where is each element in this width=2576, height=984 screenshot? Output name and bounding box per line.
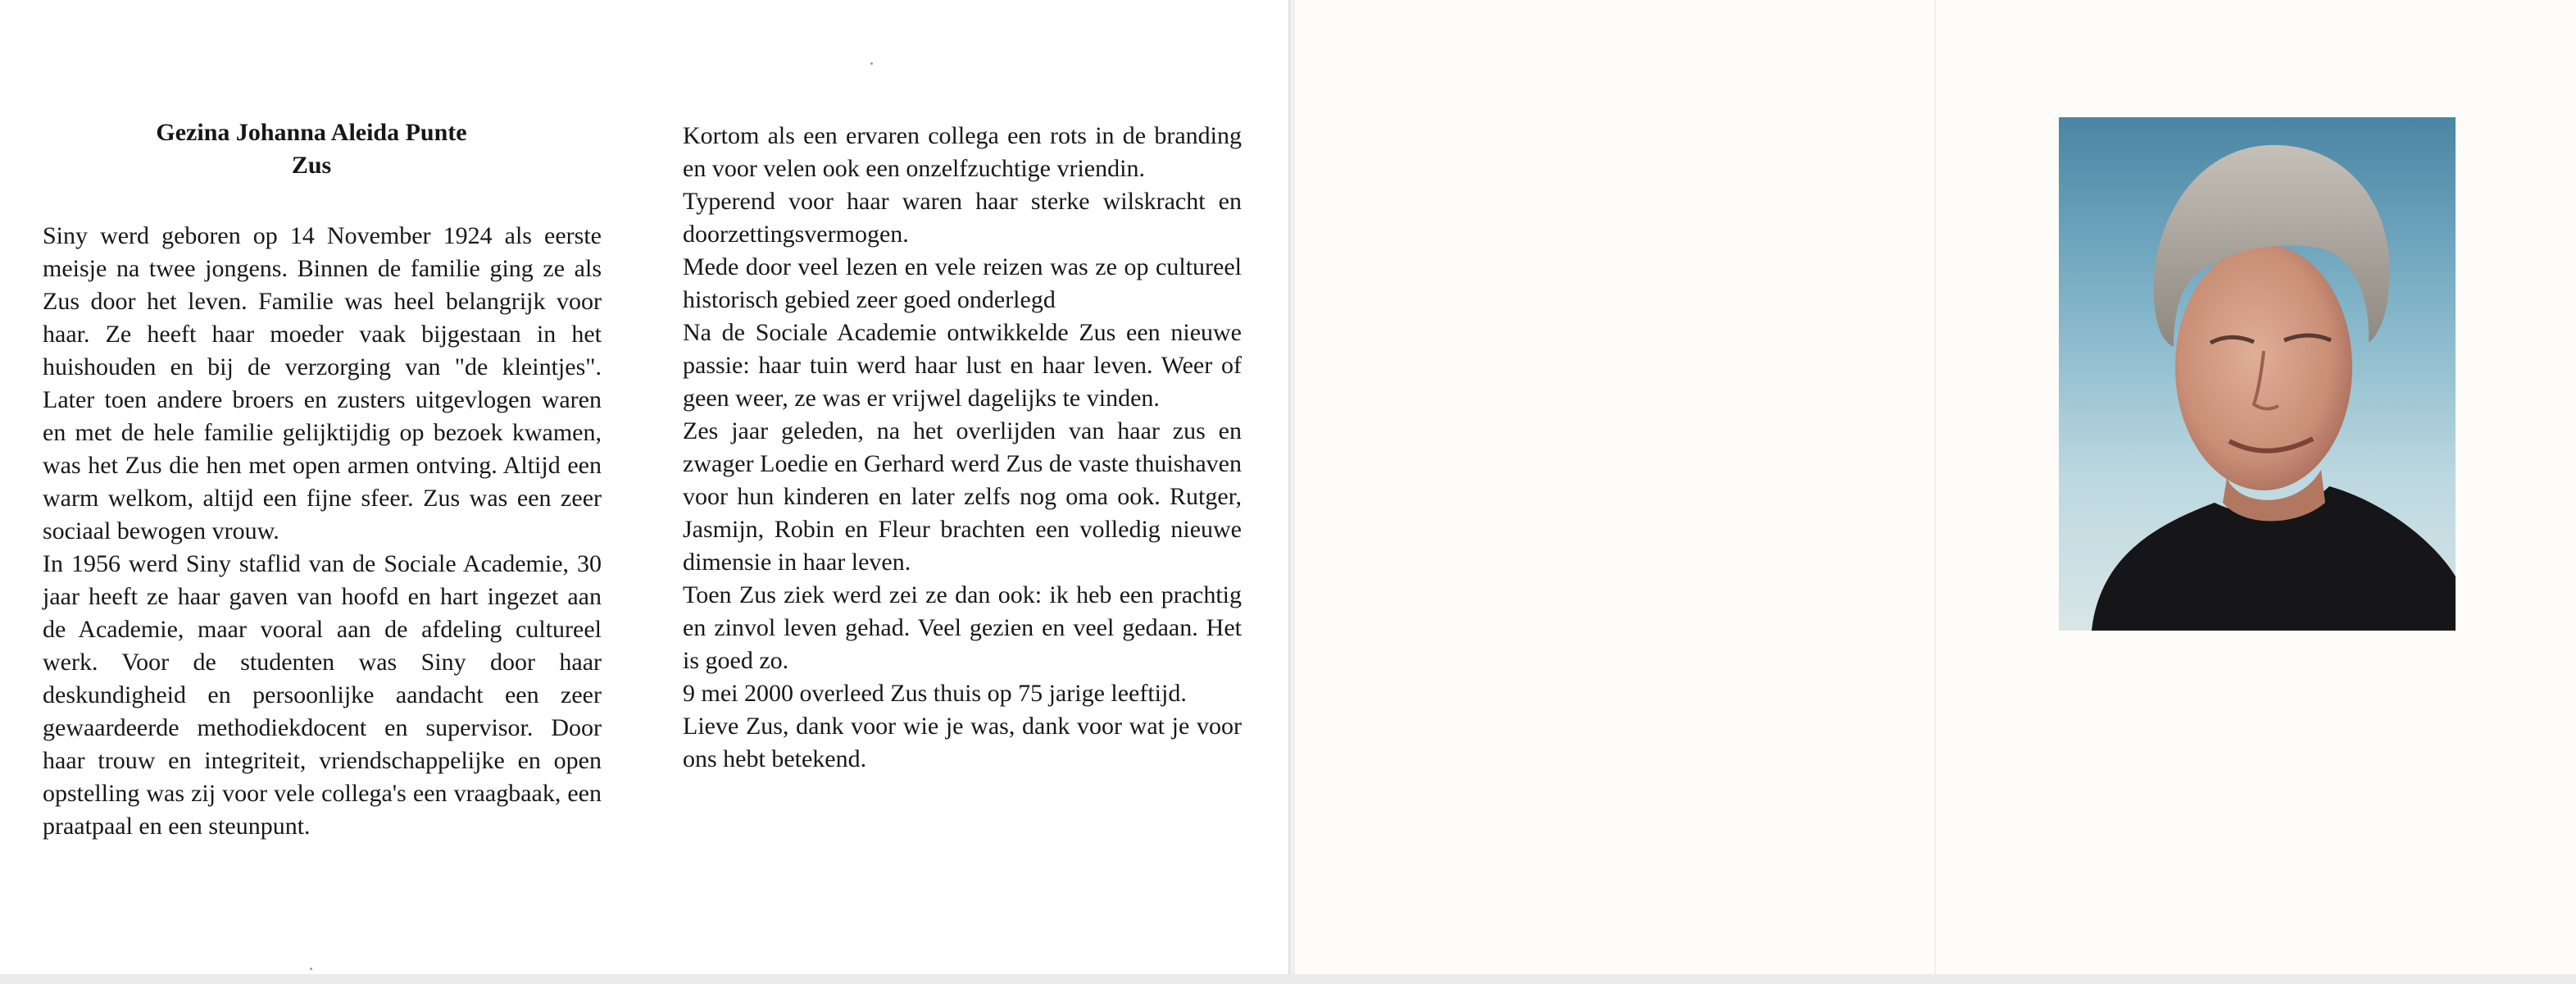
paragraph: Na de Sociale Academie ontwikkelde Zus een nieuwe passie: haar tuin werd haar lust en haar leven. Weer of geen weer, ze was er vrijwel dagelijks te vinden.	[683, 319, 1242, 412]
paragraph: 9 mei 2000 overleed Zus thuis op 75 jarige leeftijd.	[683, 680, 1187, 707]
card-bottom-edge	[0, 974, 2576, 984]
paragraph: Mede door veel lezen en vele reizen was ze op cultureel historisch gebied zeer goed onderlegd	[683, 253, 1242, 313]
heading-nickname: Zus	[291, 152, 332, 179]
paragraph: Lieve Zus, dank voor wie je was, dank voor wat je voor ons hebt betekend.	[683, 713, 1242, 772]
paragraph: Zes jaar geleden, na het overlijden van haar zus en zwager Loedie en Gerhard werd Zus de vaste thuishaven voor hun kinderen en later zelfs nog oma ook. Rutger, Jasmijn, Robin en Fleur brachten een volledig nieuwe dimensie in haar leven.	[683, 417, 1242, 576]
card-heading	[49, 116, 574, 182]
portrait-illustration	[2059, 117, 2456, 631]
right-text-column	[683, 120, 1242, 776]
inner-fold	[1934, 0, 1936, 984]
paper-speck	[870, 62, 873, 65]
left-text-column	[43, 220, 602, 843]
portrait-photo	[2059, 117, 2456, 631]
paragraph: In 1956 werd Siny staflid van de Sociale Academie, 30 jaar heeft ze haar gaven van hoofd en hart ingezet aan de Academie, maar vooral aan de afdeling cultureel werk. Voor de studenten was Siny door haar deskundigheid en persoonlijke aandacht een zeer gewaardeerde methodiekdocent en supervisor. Door haar trouw en integriteit, vriendschappelijke en open opstelling was zij voor vele collega's een vraagbaak, een praatpaal en een steunpunt.	[43, 550, 602, 840]
paragraph: Siny werd geboren op 14 November 1924 als eerste meisje na twee jongens. Binnen de familie ging ze als Zus door het leven. Familie was heel belangrijk voor haar. Ze heeft haar moeder vaak bijgestaan in het huishouden en bij de verzorging van "de kleintjes". Later toen andere broers en zusters uitgevlogen waren en met de hele familie gelijktijdig op bezoek kwamen, was het Zus die hen met open armen ontving. Altijd een warm welkom, altijd een fijne sfeer. Zus was een zeer sociaal bewogen vrouw.	[43, 222, 602, 544]
paragraph: Typerend voor haar waren haar sterke wilskracht en doorzettingsvermogen.	[683, 188, 1242, 248]
card-fold	[1288, 0, 1295, 984]
heading-name: Gezina Johanna Aleida Punte	[156, 119, 467, 146]
paper-speck	[310, 968, 312, 970]
paragraph: Kortom als een ervaren collega een rots in de branding en voor velen ook een onzelfzuchtige vriendin.	[683, 122, 1242, 182]
paragraph: Toen Zus ziek werd zei ze dan ook: ik heb een prachtig en zinvol leven gehad. Veel gezien en veel gedaan. Het is goed zo.	[683, 581, 1242, 674]
